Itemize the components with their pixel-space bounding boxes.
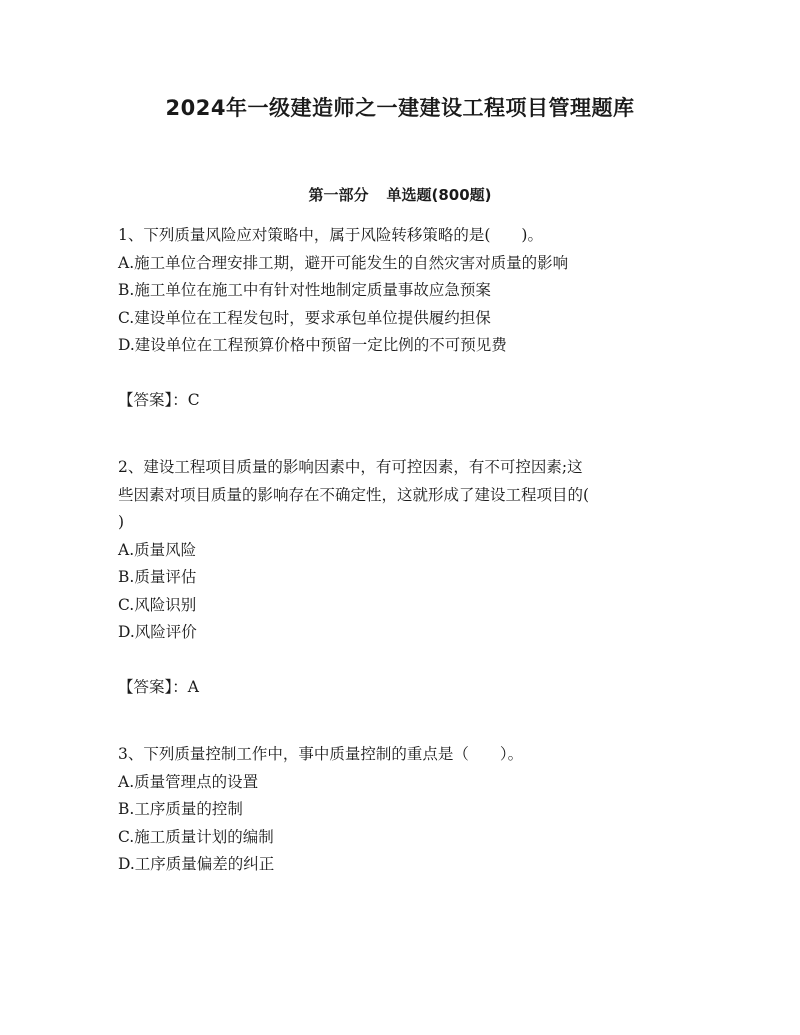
- option-a: A.施工单位合理安排工期，避开可能发生的自然灾害对质量的影响: [118, 253, 569, 272]
- option-d: D.工序质量偏差的纠正: [118, 855, 275, 873]
- question-stem-line-1: 2、建设工程项目质量的影响因素中，有可控因素，有不可控因素;这: [118, 458, 583, 476]
- option-b: B.工序质量的控制: [118, 800, 243, 818]
- question-list: [118, 222, 683, 879]
- answer-line: [118, 387, 683, 415]
- question-stem-line-3: ): [118, 513, 125, 531]
- option-b: B.质量评估: [118, 568, 197, 586]
- option-c: C.建设单位在工程发包时，要求承包单位提供履约担保: [118, 308, 491, 327]
- section-title: [0, 184, 800, 205]
- section-name: 单选题(800题): [386, 186, 492, 204]
- option-a: A.质量管理点的设置: [118, 772, 259, 791]
- document-title: 2024年一级建造师之一建建设工程项目管理题库: [165, 96, 635, 120]
- option-d: D.建设单位在工程预算价格中预留一定比例的不可预见费: [118, 336, 507, 354]
- question-1: [118, 222, 683, 414]
- section-part: 第一部分: [308, 186, 369, 204]
- question-2: [118, 454, 683, 701]
- answer-line: [118, 674, 683, 702]
- option-c: C.施工质量计划的编制: [118, 827, 274, 846]
- question-stem: 3、下列质量控制工作中，事中质量控制的重点是（ ）。: [118, 745, 524, 763]
- option-b: B.施工单位在施工中有针对性地制定质量事故应急预案: [118, 281, 491, 299]
- option-d: D.风险评价: [118, 623, 197, 641]
- question-stem: 1、下列质量风险应对策略中，属于风险转移策略的是( )。: [118, 226, 543, 244]
- answer-label: 【答案】：: [118, 390, 188, 409]
- answer-label: 【答案】：: [118, 677, 188, 696]
- option-c: C.风险识别: [118, 595, 197, 614]
- answer-value: C: [187, 390, 200, 409]
- option-a: A.质量风险: [118, 540, 197, 559]
- answer-value: A: [187, 677, 199, 696]
- question-3: [118, 741, 683, 879]
- question-stem-line-2: 些因素对项目质量的影响存在不确定性，这就形成了建设工程项目的(: [118, 485, 590, 504]
